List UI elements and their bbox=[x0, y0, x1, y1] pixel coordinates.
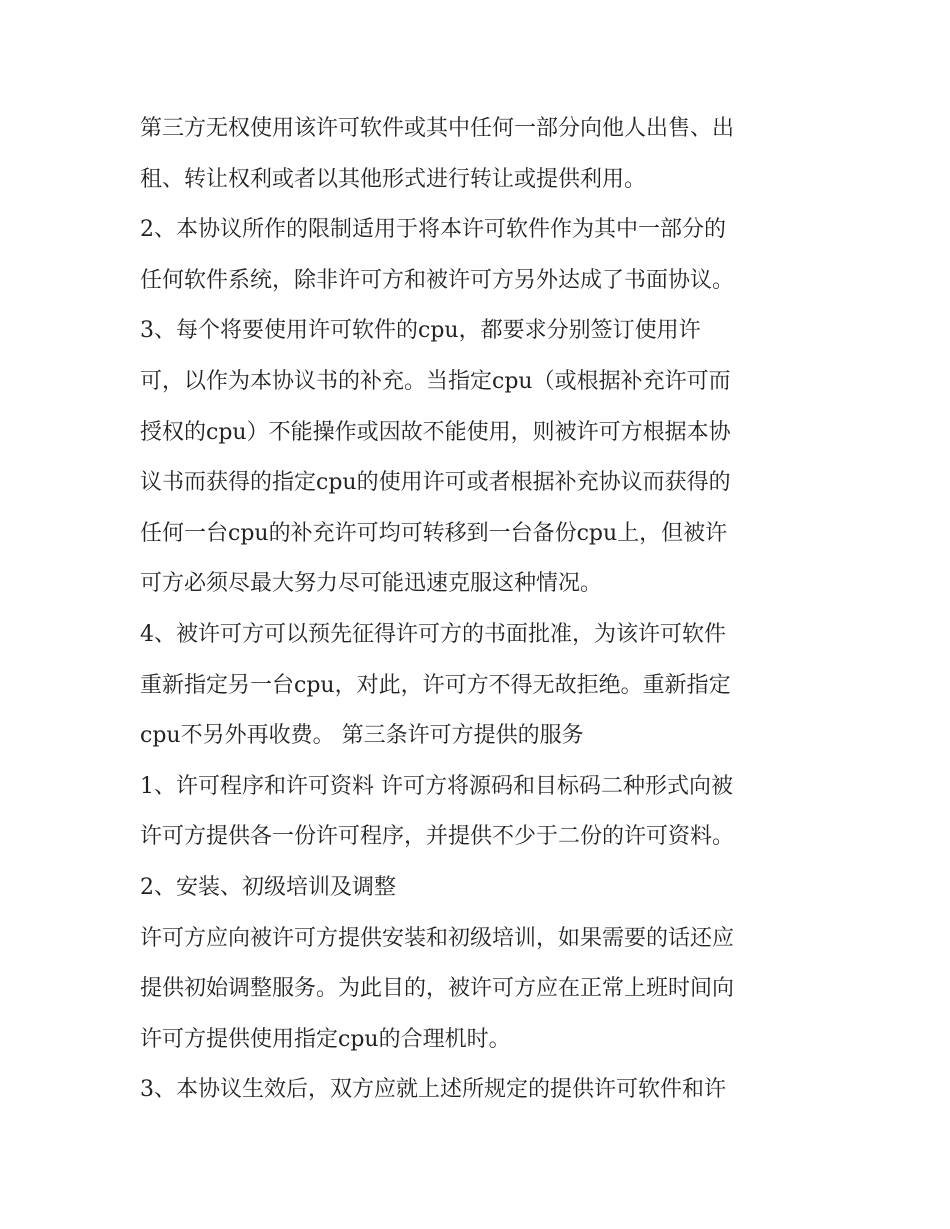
text-line: 议书而获得的指定cpu的使用许可或者根据补充协议而获得的 bbox=[140, 470, 731, 496]
text-line: 可，以作为本协议书的补充。当指定cpu（或根据补充许可而 bbox=[140, 368, 731, 394]
text-line: 提供初始调整服务。为此目的，被许可方应在正常上班时间向 bbox=[140, 976, 735, 1002]
text-line: 重新指定另一台cpu，对此，许可方不得无故拒绝。重新指定 bbox=[140, 672, 731, 698]
text-line: 2、安装、初级培训及调整 bbox=[140, 874, 396, 900]
text-line: 第三方无权使用该许可软件或其中任何一部分向他人出售、出 bbox=[140, 116, 735, 141]
text-line: 2、本协议所作的限制适用于将本许可软件作为其中一部分的 bbox=[140, 217, 726, 243]
text-line: 3、本协议生效后，双方应就上述所规定的提供许可软件和许 bbox=[140, 1077, 726, 1103]
text-line: 租、转让权利或者以其他形式进行转让或提供利用。 bbox=[140, 166, 647, 192]
text-line: 任何一台cpu的补充许可均可转移到一台备份cpu上，但被许 bbox=[140, 520, 728, 546]
text-line: 3、每个将要使用许可软件的cpu，都要求分别签订使用许 bbox=[140, 318, 701, 344]
document-body bbox=[140, 104, 820, 1116]
text-line: 许可方提供各一份许可程序，并提供不少于二份的许可资料。 bbox=[140, 824, 735, 850]
text-line: 4、被许可方可以预先征得许可方的书面批准，为该许可软件 bbox=[140, 621, 726, 647]
text-line: 许可方提供使用指定cpu的合理机时。 bbox=[140, 1026, 511, 1052]
text-line: 任何软件系统，除非许可方和被许可方另外达成了书面协议。 bbox=[140, 267, 735, 293]
text-line: 1、许可程序和许可资料 许可方将源码和目标码二种形式向被 bbox=[140, 773, 733, 799]
text-line: cpu不另外再收费。 第三条许可方提供的服务 bbox=[140, 723, 584, 749]
text-line: 许可方应向被许可方提供安装和初级培训，如果需要的话还应 bbox=[140, 925, 735, 951]
text-line: 可方必须尽最大努力尽可能迅速克服这种情况。 bbox=[140, 571, 603, 597]
text-line: 授权的cpu）不能操作或因故不能使用，则被许可方根据本协 bbox=[140, 419, 731, 445]
